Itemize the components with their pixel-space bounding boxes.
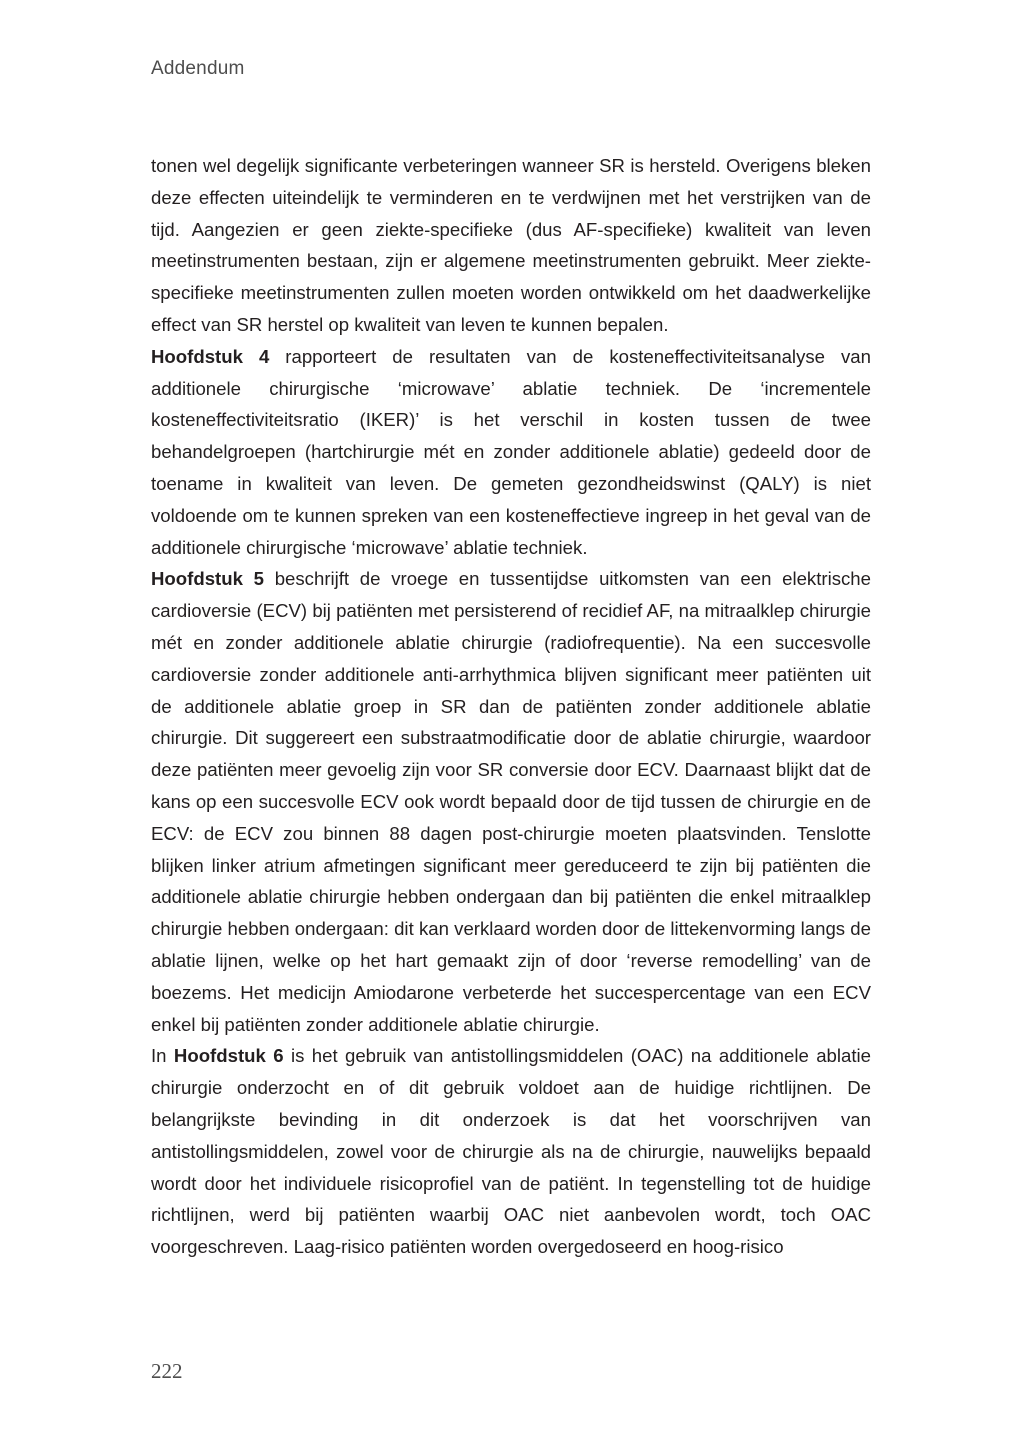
chapter-heading-6: Hoofdstuk 6 — [173, 1045, 284, 1067]
page-number: 222 — [151, 1359, 183, 1383]
paragraph-quality-of-life — [151, 150, 871, 341]
paragraph-chapter-4 — [151, 341, 871, 564]
paragraph-chapter-6 — [151, 1040, 871, 1263]
paragraph-text: beschrijft de vroege en tussentijdse uitkomsten van een elektrische cardioversie (ECV) bij patiënten met persisterend of recidief AF, na mitraalklep chirurgie mét en zonder additionele ablatie chirurgie (radiofrequentie). Na een succesvolle cardioversie zonder additionele anti-arrhythmica blijven significant meer patiënten uit de additionele ablatie groep in SR dan de patiënten zonder additionele ablatie chirurgie. Dit suggereert een substraatmodificatie door de ablatie chirurgie, waardoor deze patiënten meer gevoelig zijn voor SR conversie door ECV. Daarnaast blijkt dat de kans op een succesvolle ECV ook wordt bepaald door de tijd tussen de chirurgie en de ECV: de ECV zou binnen 88 dagen post-chirurgie moeten plaatsvinden. Tenslotte blijken linker atrium afmetingen significant meer gereduceerd te zijn bij patiënten die additionele ablatie chirurgie hebben ondergaan dan bij patiënten die enkel mitraalklep chirurgie hebben ondergaan: dit kan verklaard worden door de littekenvorming langs de ablatie lijnen, welke op het hart gemaakt zijn of door ‘reverse remodelling’ van de boezems. Het medicijn Amiodarone verbeterde het succespercentage van een ECV enkel bij patiënten zonder additionele ablatie chirurgie. — [151, 568, 871, 1035]
paragraph-chapter-5 — [151, 563, 871, 1040]
paragraph-prefix: In — [151, 1045, 174, 1067]
paragraph-text: tonen wel degelijk significante verbeteringen wanneer SR is hersteld. Overigens bleken deze effecten uiteindelijk te verminderen en te verdwijnen met het verstrijken van de tijd. Aangezien er geen ziekte-specifieke (dus AF-specifieke) kwaliteit van leven meetinstrumenten bestaan, zijn er algemene meetinstrumenten gebruikt. Meer ziekte-specifieke meetinstrumenten zullen moeten worden ontwikkeld om het daadwerkelijke effect van SR herstel op kwaliteit van leven te kunnen bepalen. — [151, 155, 871, 335]
paragraph-text: rapporteert de resultaten van de kosteneffectiviteitsanalyse van additionele chirurgische ‘microwave’ ablatie techniek. De ‘incrementele kosteneffectiviteitsratio (IKER)’ is het verschil in kosten tussen de twee behandelgroepen (hartchirurgie mét en zonder additionele ablatie) gedeeld door de toename in kwaliteit van leven. De gemeten gezondheidswinst (QALY) is niet voldoende om te kunnen spreken van een kosteneffectieve ingreep in het geval van de additionele chirurgische ‘microwave’ ablatie techniek. — [151, 345, 871, 558]
chapter-heading-5: Hoofdstuk 5 — [151, 568, 264, 590]
chapter-heading-4: Hoofdstuk 4 — [151, 345, 270, 367]
body-text — [151, 150, 871, 1263]
running-header: Addendum — [151, 58, 245, 79]
paragraph-text: is het gebruik van antistollingsmiddelen (OAC) na additionele ablatie chirurgie onderzocht en of dit gebruik voldoet aan de huidige richtlijnen. De belangrijkste bevinding in dit onderzoek is dat het voorschrijven van antistollingsmiddelen, zowel voor de chirurgie als na de chirurgie, nauwelijks bepaald wordt door het individuele risicoprofiel van de patiënt. In tegenstelling tot de huidige richtlijnen, werd bij patiënten waarbij OAC niet aanbevolen wordt, toch OAC voorgeschreven. Laag-risico patiënten worden overgedoseerd en hoog-risico — [151, 1045, 871, 1258]
